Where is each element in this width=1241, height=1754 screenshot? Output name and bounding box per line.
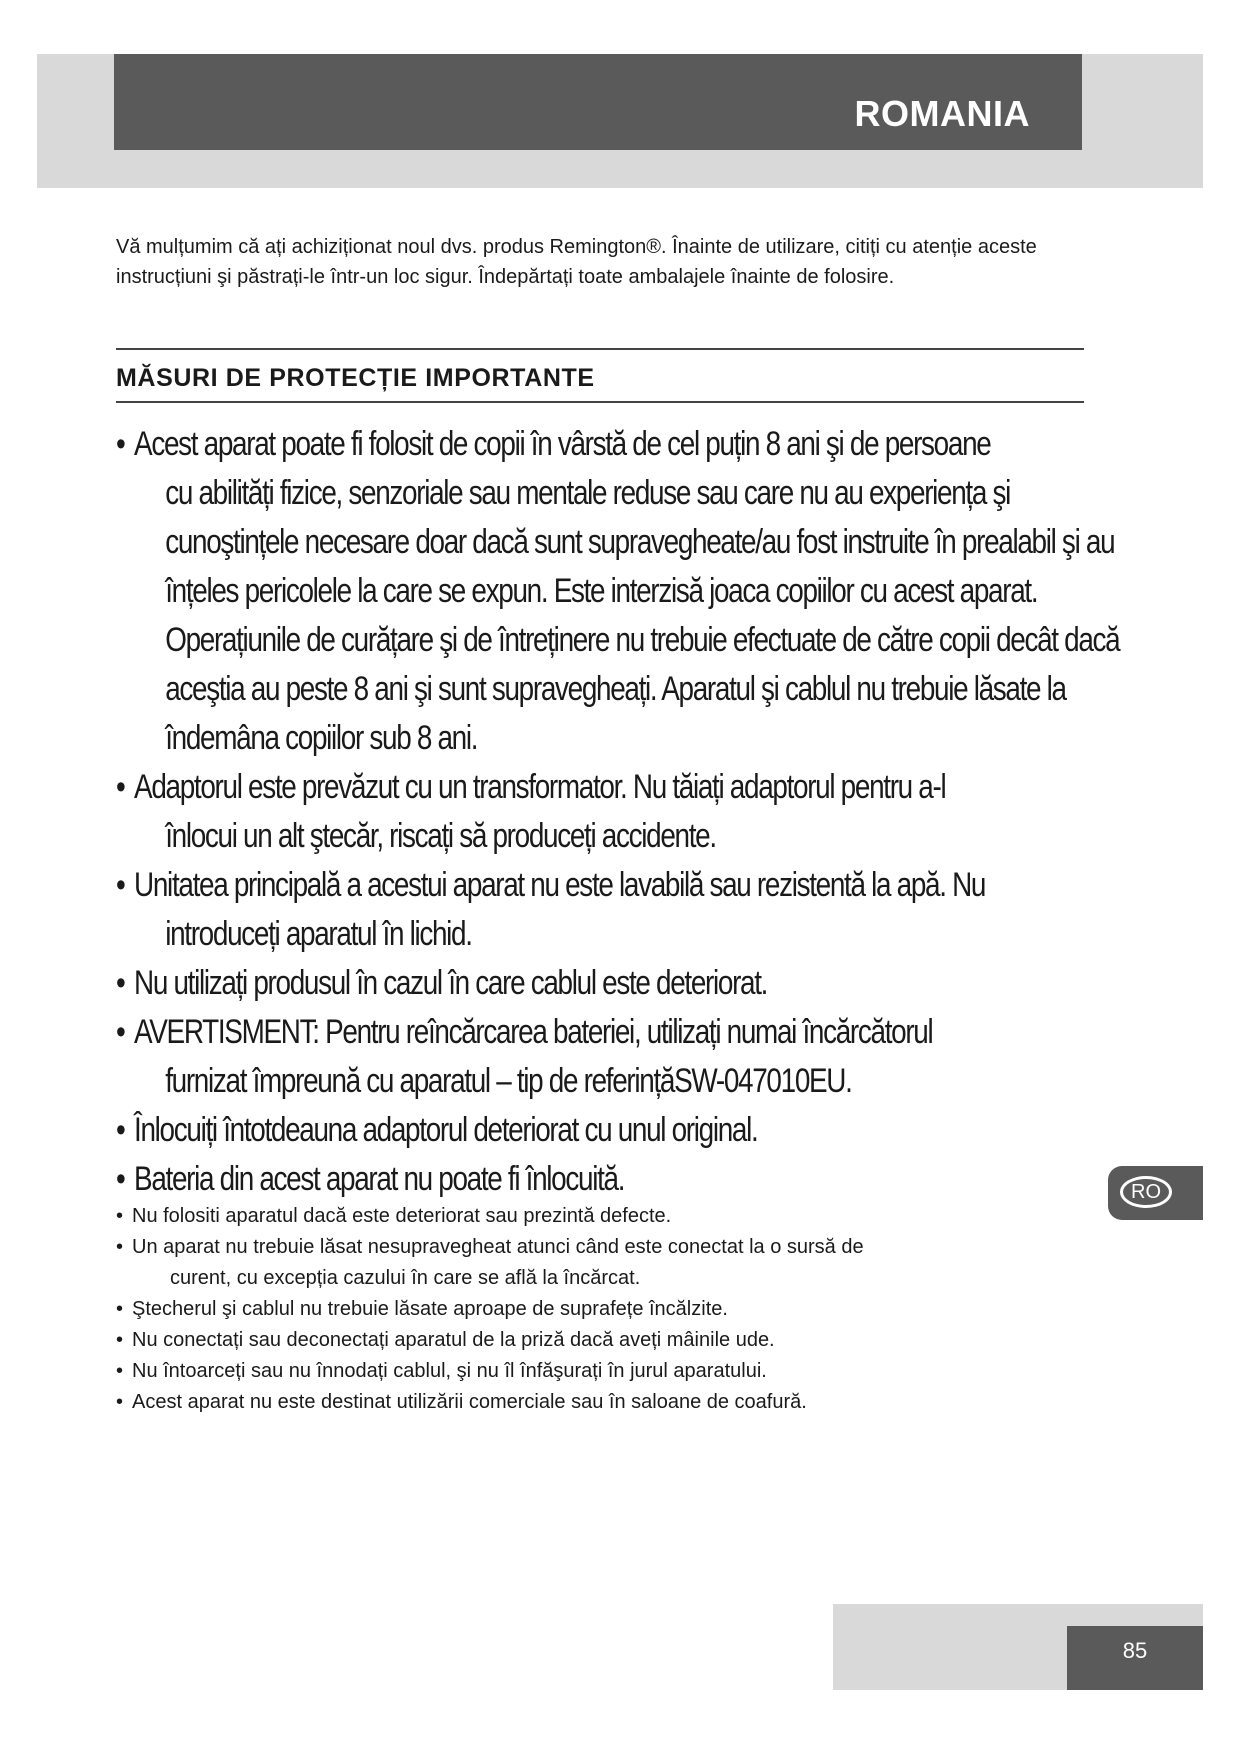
language-tab xyxy=(1108,1166,1203,1220)
page-title: ROMANIA xyxy=(854,93,1030,134)
list-item-text: Nu întoarceți sau nu înnodați cablul, şi nu îl înfăşurați în jurul aparatului. xyxy=(132,1360,767,1382)
list-item-continuation: curent, cu excepția cazului în care se află la încărcat. xyxy=(170,1267,641,1289)
language-badge: RO xyxy=(1120,1176,1172,1208)
bullet-icon: • xyxy=(116,1360,124,1382)
bullet-icon: • xyxy=(116,1160,125,1198)
safety-list-large xyxy=(116,420,1120,1204)
bullet-icon: • xyxy=(116,1013,125,1051)
list-item xyxy=(116,1325,1016,1356)
bullet-icon: • xyxy=(116,1391,124,1413)
list-item-text: Unitatea principală a acestui aparat nu este lavabilă sau rezistentă la apă. Nu xyxy=(134,866,986,904)
bullet-icon: • xyxy=(116,1329,124,1351)
list-item xyxy=(116,959,1126,1008)
bullet-icon: • xyxy=(116,768,125,806)
list-item xyxy=(116,1232,1016,1294)
list-item xyxy=(116,1106,1126,1155)
list-item xyxy=(116,1201,1016,1232)
list-item-text: Nu conectați sau deconectați aparatul de la priză dacă aveți mâinile ude. xyxy=(132,1329,775,1351)
list-item-continuation: furnizat împreună cu aparatul – tip de referințăSW-047010EU. xyxy=(165,1062,852,1100)
heading-top-rule xyxy=(116,348,1084,350)
page-number: 85 xyxy=(1122,1638,1148,1663)
list-item-continuation: cu abilități fizice, senzoriale sau mentale reduse sau care nu au experiența şi cunoştințele necesare doar dacă sunt supravegheate/au fost instruite în prealabil şi au înțeles pericolele la care se expun. Este interzisă joaca copiilor cu acest aparat. Operațiunile de curățare şi de întreținere nu trebuie efectuate de către copii decât dacă aceştia au peste 8 ani şi sunt supravegheați. Aparatul şi cablul nu trebuie lăsate la îndemâna copiilor sub 8 ani. xyxy=(165,474,1120,757)
list-item-continuation: înlocui un alt ştecăr, riscați să produceți accidente. xyxy=(165,817,716,855)
safety-list-small xyxy=(116,1201,1016,1418)
list-item-text: Bateria din acest aparat nu poate fi înlocuită. xyxy=(134,1160,625,1198)
bullet-icon: • xyxy=(116,1298,124,1320)
list-item xyxy=(116,1294,1016,1325)
bullet-icon: • xyxy=(116,1205,124,1227)
list-item-text: Ştecherul şi cablul nu trebuie lăsate aproape de suprafețe încălzite. xyxy=(132,1298,728,1320)
intro-paragraph: Vă mulțumim că ați achiziționat noul dvs. produs Remington®. Înainte de utilizare, citiți cu atenție aceste instrucțiuni şi păstrați-le într-un loc sigur. Îndepărtați toate ambalajele înainte de folosire. xyxy=(116,236,1037,288)
list-item-text: Nu folositi aparatul dacă este deteriorat sau prezintă defecte. xyxy=(132,1205,672,1227)
list-item xyxy=(116,420,1126,763)
list-item-text: Un aparat nu trebuie lăsat nesupravegheat atunci când este conectat la o sursă de xyxy=(132,1236,864,1258)
list-item-text: Nu utilizați produsul în cazul în care cablul este deteriorat. xyxy=(134,964,768,1002)
header-bar xyxy=(114,54,1082,150)
footer-box xyxy=(1067,1626,1203,1690)
list-item xyxy=(116,861,1126,959)
bullet-icon: • xyxy=(116,1236,124,1258)
list-item xyxy=(116,1387,1016,1418)
section-heading: MĂSURI DE PROTECȚIE IMPORTANTE xyxy=(116,364,595,392)
list-item-text: Adaptorul este prevăzut cu un transformator. Nu tăiați adaptorul pentru a-l xyxy=(134,768,946,806)
list-item-continuation: introduceți aparatul în lichid. xyxy=(165,915,472,953)
bullet-icon: • xyxy=(116,1111,125,1149)
list-item-text: Acest aparat poate fi folosit de copii în vârstă de cel puțin 8 ani şi de persoane xyxy=(134,425,991,463)
bullet-icon: • xyxy=(116,425,125,463)
list-item xyxy=(116,1356,1016,1387)
list-item xyxy=(116,1155,1126,1204)
list-item-text: AVERTISMENT: Pentru reîncărcarea bateriei, utilizați numai încărcătorul xyxy=(134,1013,933,1051)
list-item-text: Înlocuiți întotdeauna adaptorul deteriorat cu unul original. xyxy=(134,1111,758,1149)
heading-bottom-rule xyxy=(116,401,1084,403)
bullet-icon: • xyxy=(116,964,125,1002)
list-item xyxy=(116,1008,1126,1106)
list-item-text: Acest aparat nu este destinat utilizării comerciale sau în saloane de coafură. xyxy=(132,1391,807,1413)
bullet-icon: • xyxy=(116,866,125,904)
list-item xyxy=(116,763,1126,861)
